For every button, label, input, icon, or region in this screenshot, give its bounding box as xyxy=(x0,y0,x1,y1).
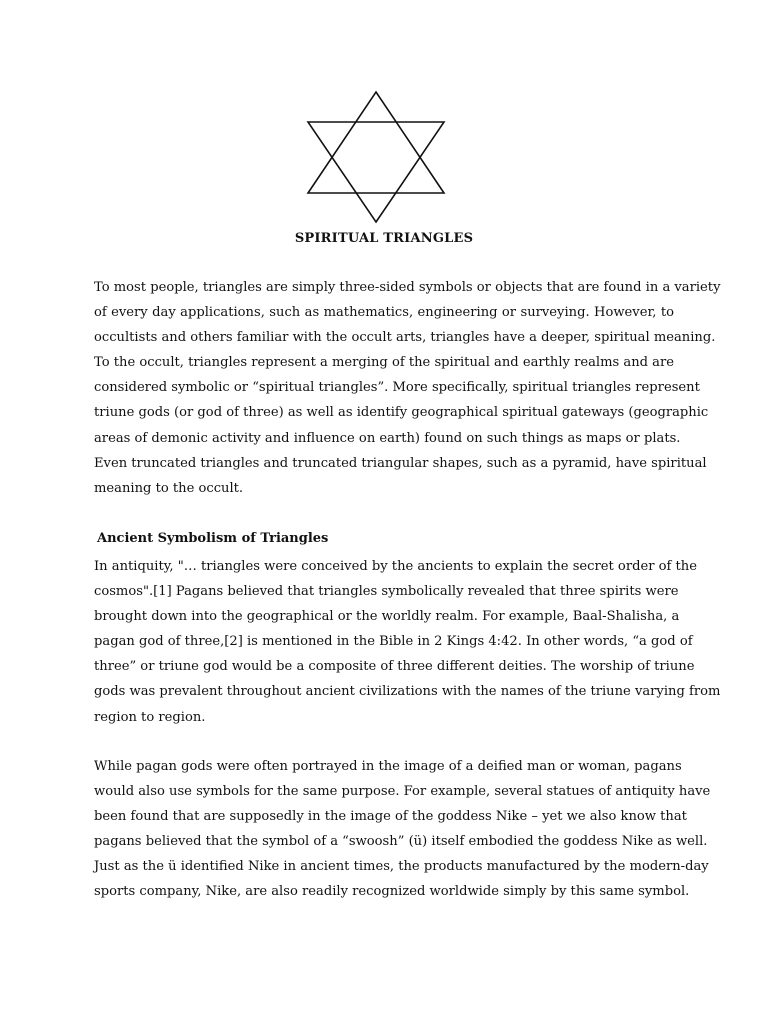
paragraph-line: Even truncated triangles and truncated triangular shapes, such as a pyramid, have spiritual xyxy=(94,455,707,471)
paragraph-line: three” or triune god would be a composite of three different deities. The worship of triune xyxy=(94,659,695,675)
paragraph-line: While pagan gods were often portrayed in the image of a deified man or woman, pagans xyxy=(94,759,682,774)
paragraph-line: considered symbolic or “spiritual triangles”. More specifically, spiritual triangles represent xyxy=(94,380,700,396)
downward-triangle xyxy=(308,122,444,222)
paragraph-line: meaning to the occult. xyxy=(94,480,244,496)
paragraph-line: To most people, triangles are simply three-sided symbols or objects that are found in a variety xyxy=(94,280,721,295)
document-title: SPIRITUAL TRIANGLES xyxy=(294,231,474,246)
antiquity-paragraph xyxy=(94,554,721,730)
paragraph-line: sports company, Nike, are also readily recognized worldwide simply by this same symbol. xyxy=(94,884,690,900)
nike-paragraph xyxy=(94,754,711,905)
paragraph-line: pagans believed that the symbol of a “swoosh” (ü) itself embodied the goddess Nike as well. xyxy=(94,834,708,850)
paragraph-line: brought down into the geographical or the worldly realm. For example, Baal-Shalisha, a xyxy=(94,609,680,625)
paragraph-line: areas of demonic activity and influence on earth) found on such things as maps or plats. xyxy=(94,430,681,446)
paragraph-line: region to region. xyxy=(94,709,206,725)
paragraph-line: pagan god of three,[2] is mentioned in the Bible in 2 Kings 4:42. In other words, “a god of xyxy=(94,634,693,650)
paragraph-line: occultists and others familiar with the occult arts, triangles have a deeper, spiritual meaning. xyxy=(94,330,716,346)
paragraph-line: In antiquity, "… triangles were conceived by the ancients to explain the secret order of the xyxy=(94,559,697,574)
paragraph-line: of every day applications, such as mathematics, engineering or surveying. However, to xyxy=(94,305,674,321)
paragraph-line: cosmos".[1] Pagans believed that triangles symbolically revealed that three spirits were xyxy=(94,584,679,600)
paragraph-line: gods was prevalent throughout ancient civilizations with the names of the triune varying from xyxy=(94,684,721,700)
paragraph-line: been found that are supposedly in the image of the goddess Nike – yet we also know that xyxy=(94,809,687,825)
hexagram-star-icon xyxy=(306,88,456,226)
paragraph-line: Just as the ü identified Nike in ancient times, the products manufactured by the modern-day xyxy=(94,859,709,875)
section-heading: Ancient Symbolism of Triangles xyxy=(97,531,329,546)
upward-triangle xyxy=(308,92,444,193)
paragraph-line: To the occult, triangles represent a merging of the spiritual and earthly realms and are xyxy=(94,355,674,371)
paragraph-line: would also use symbols for the same purpose. For example, several statues of antiquity have xyxy=(94,784,711,800)
paragraph-line: triune gods (or god of three) as well as identify geographical spiritual gateways (geographic xyxy=(94,405,709,421)
intro-paragraph xyxy=(94,275,721,501)
